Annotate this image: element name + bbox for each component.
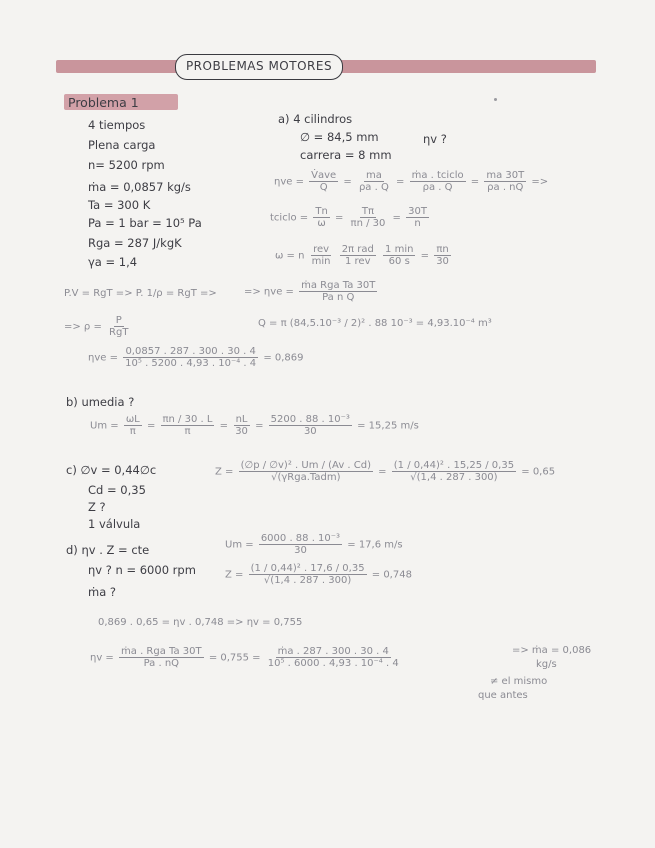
problem-title: Problema 1 [68, 95, 139, 110]
given-strokes: 4 tiempos [88, 118, 146, 132]
part-a-stroke: carrera = 8 mm [300, 148, 392, 162]
eq-mach-index: Z = $\frac{\text{(∅p / ∅v)² . Um / (Av . Cd)}}{\text{√(γRga.Tadm)}}$ = $\frac{\text{(1 / 0,44)² . 15,25 / 0,35}}{√(1,4 . 287 . 300)}$ = 0,65 [215, 460, 556, 483]
part-a-question: ηv ? [423, 132, 447, 146]
given-rpm: n= 5200 rpm [88, 158, 165, 172]
given-pressure: Pa = 1 bar = 10⁵ Pa [88, 216, 202, 230]
given-gamma: γa = 1,4 [88, 255, 138, 269]
part-a-cylinders: a) 4 cilindros [278, 112, 353, 126]
eq-displacement: Q = π (84,5.10⁻³ / 2)² . 88 10⁻³ = 4,93.10⁻⁴ m³ [258, 318, 492, 329]
mass-flow-result: => ṁa = 0,086 [512, 645, 592, 656]
part-d-question-mass: ṁa ? [88, 585, 117, 599]
note-than-before: que antes [478, 690, 528, 701]
eq-tciclo: tciclo = $\frac{Tn}{\omega}$ = $\frac{T\pi}{\pi n / 30}$ = $\frac{30T}{n}$ [270, 206, 427, 229]
part-c-question: Z ? [88, 500, 106, 514]
given-gas-constant: Rga = 287 J/kgK [88, 236, 182, 250]
eq-volumetric-efficiency-2: => ηve = $\frac{\text{ṁa Rga Ta 30T}}{\text{Pa n Q}}$ [244, 280, 376, 303]
eq-mean-speed-d: Um = $\frac{\text{6000 . 88 . 10⁻³}}{30}$ = 17,6 m/s [225, 533, 403, 556]
mass-flow-unit: kg/s [536, 659, 557, 670]
given-temperature: Ta = 300 K [88, 198, 151, 212]
eq-omega: ω = n $\frac{\text{rev}}{\min}$ $\frac{\text{2π rad}}{\text{1 rev}}$ $\frac{1 \min}{60 s}$ = $\frac{\pi n}{30}$ [275, 244, 449, 267]
part-c-valves: 1 válvula [88, 517, 141, 531]
pen-dot [494, 98, 497, 101]
eq-mach-index-d: Z = $\frac{\text{(1 / 0,44)² . 17,6 / 0,35}}{√(1,4 . 287 . 300)}$ = 0,748 [225, 563, 412, 586]
eq-mass-flow-final: ηv = $\frac{\text{ṁa . Rga Ta 30T}}{Pa . nQ}$ = 0,755 = $\frac{\text{ṁa . 287 . 300 . 30 . 4}}{\text{10⁵ . 6000 . 4,93 . 10⁻⁴ . 4}}$ [90, 646, 399, 669]
note-not-same: ≠ el mismo [490, 676, 548, 687]
given-load: Plena carga [88, 138, 156, 152]
part-b-title: b) umedia ? [66, 395, 135, 409]
eq-efficiency-constant: 0,869 . 0,65 = ηv . 0,748 => ηv = 0,755 [98, 617, 303, 628]
eq-ideal-gas: P.V = RgT => P. 1/ρ = RgT => [64, 288, 217, 299]
part-c-valve-ratio: c) ∅v = 0,44∅c [66, 463, 157, 477]
part-c-discharge-coef: Cd = 0,35 [88, 483, 146, 497]
eq-density: => ρ = $\frac{P}{\text{RgT}}$ [64, 315, 129, 338]
part-d-question-eta: ηv ? n = 6000 rpm [88, 563, 196, 577]
page-title: PROBLEMAS MOTORES [175, 54, 343, 80]
given-mass-flow: ṁa = 0,0857 kg/s [88, 180, 191, 194]
eq-mean-piston-speed: Um = $\frac{\omega L}{\pi}$ = $\frac{\pi n / 30 . L}{\pi}$ = $\frac{nL}{30}$ = $\frac{\text{5200 . 88 . 10⁻³}}{30}$ = 15,25 m/s [90, 414, 419, 437]
eq-volumetric-efficiency: ηve = $\frac{\text{V̇ave}}{Q}$ = $\frac{ma}{\rho a . Q}$ = $\frac{\text{ṁa . tciclo}}{\rho a . Q}$ = $\frac{ma 30T}{\rho a . nQ}$ => [274, 170, 549, 193]
eq-volumetric-efficiency-result: ηve = $\frac{0,0857 . 287 . 300 . 30 . 4}{\text{10⁵ . 5200 . 4,93 . 10⁻⁴ . 4}}$ = 0,869 [88, 346, 304, 369]
part-a-diameter: ∅ = 84,5 mm [300, 130, 379, 144]
part-d-constant: d) ηv . Z = cte [66, 543, 150, 557]
